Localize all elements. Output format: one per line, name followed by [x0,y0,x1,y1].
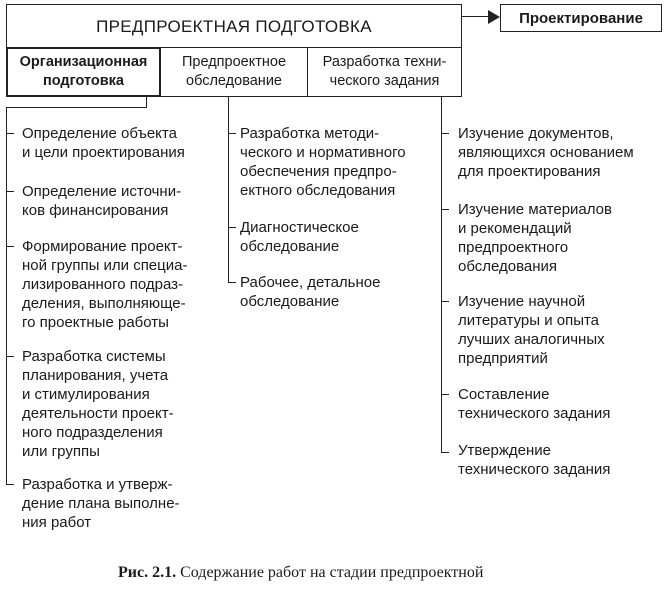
column-header-survey [160,47,308,97]
list-item-line: ной группы или специа- [22,257,188,274]
column-line-org [6,107,7,485]
list-item-line: обследование [240,238,340,255]
list-item-line: Определение источни- [22,183,182,200]
column-header-survey-line2: обследование [186,73,282,89]
main-stage-title: ПРЕДПРОЕКТНАЯ ПОДГОТОВКА [96,16,372,36]
list-item-line: лизированного подраз- [22,276,184,293]
list-item [240,218,359,256]
tick [441,452,449,453]
list-item [22,182,181,220]
list-item-line: обследования [458,258,558,275]
column-header-org-line2: подготовка [43,73,124,89]
arrow-head-icon [488,10,500,24]
figure-caption-text: Содержание работ на стадии предпроектной [176,564,484,581]
list-item-line: предприятий [458,350,548,367]
list-item-line: дение плана выполне- [22,495,180,512]
next-stage-title: Проектирование [519,9,643,27]
list-item-line: ния работ [22,514,92,531]
list-item-line: предпроектного [458,239,569,256]
figure-caption-label: Рис. 2.1. [118,564,177,581]
list-item-line: для проектирования [458,163,601,180]
list-item-line: Изучение материалов [458,201,612,218]
tick [441,394,449,395]
tick [6,356,14,357]
list-item [458,124,634,181]
list-item-line: Изучение документов, [458,125,614,142]
list-item [22,237,187,332]
list-item-line: ного подразделения [22,424,163,441]
list-item-line: ческого и нормативного [240,144,406,161]
tick [441,133,449,134]
list-item [458,385,610,423]
tick [441,301,449,302]
list-item-line: Изучение научной [458,293,586,310]
list-item-line: деятельности проект- [22,405,174,422]
list-item-line: являющихся основанием [458,144,634,161]
tick [228,282,236,283]
list-item-line: и цели проектирования [22,144,185,161]
column-header-spec-line1: Разработка техни- [322,54,447,70]
list-item-line: деления, выполняюще- [22,295,186,312]
list-item [458,292,605,368]
list-item-line: Разработка методи- [240,125,380,142]
column-line-spec [441,97,442,453]
list-item-line: технического задания [458,405,611,422]
list-item [22,124,185,162]
list-item [240,273,380,311]
column-header-org [6,47,161,97]
list-item [22,347,174,461]
list-item-line: и рекомендаций [458,220,572,237]
list-item-line: и стимулирования [22,386,150,403]
list-item-line: Формирование проект- [22,238,183,255]
list-item-line: обследование [240,293,340,310]
list-item [240,124,406,200]
column-header-survey-line1: Предпроектное [181,54,287,70]
connector-org-horizontal [6,107,147,108]
tick [228,227,236,228]
list-item-line: Утверждение [458,442,552,459]
list-item-line: ектного обследования [240,182,396,199]
list-item-line: Диагностическое [240,219,359,236]
list-item-line: го проектные работы [22,314,169,331]
list-item-line: литературы и опыта [458,312,600,329]
list-item-line: ков финансирования [22,202,169,219]
column-header-spec-line2: ческого задания [329,73,440,89]
list-item-line: Рабочее, детальное [240,274,381,291]
main-stage-box [6,4,462,48]
tick [6,191,14,192]
tick [6,133,14,134]
tick [441,209,449,210]
tick [228,133,236,134]
list-item-line: технического задания [458,461,611,478]
next-stage-box [500,4,662,32]
tick [6,246,14,247]
connector-org-down [146,97,147,107]
list-item-line: Разработка системы [22,348,166,365]
column-line-survey [228,97,229,283]
list-item [22,475,180,532]
list-item-line: лучших аналогичных [458,331,605,348]
list-item-line: Разработка и утверж- [22,476,173,493]
list-item-line: планирования, учета [22,367,169,384]
tick [6,484,14,485]
column-header-spec [307,47,462,97]
figure-caption [118,564,483,582]
list-item-line: Определение объекта [22,125,177,142]
list-item [458,441,610,479]
list-item [458,200,612,276]
column-header-org-line1: Организационная [19,54,148,70]
list-item-line: обеспечения предпро- [240,163,397,180]
list-item-line: Составление [458,386,550,403]
list-item-line: или группы [22,443,100,460]
